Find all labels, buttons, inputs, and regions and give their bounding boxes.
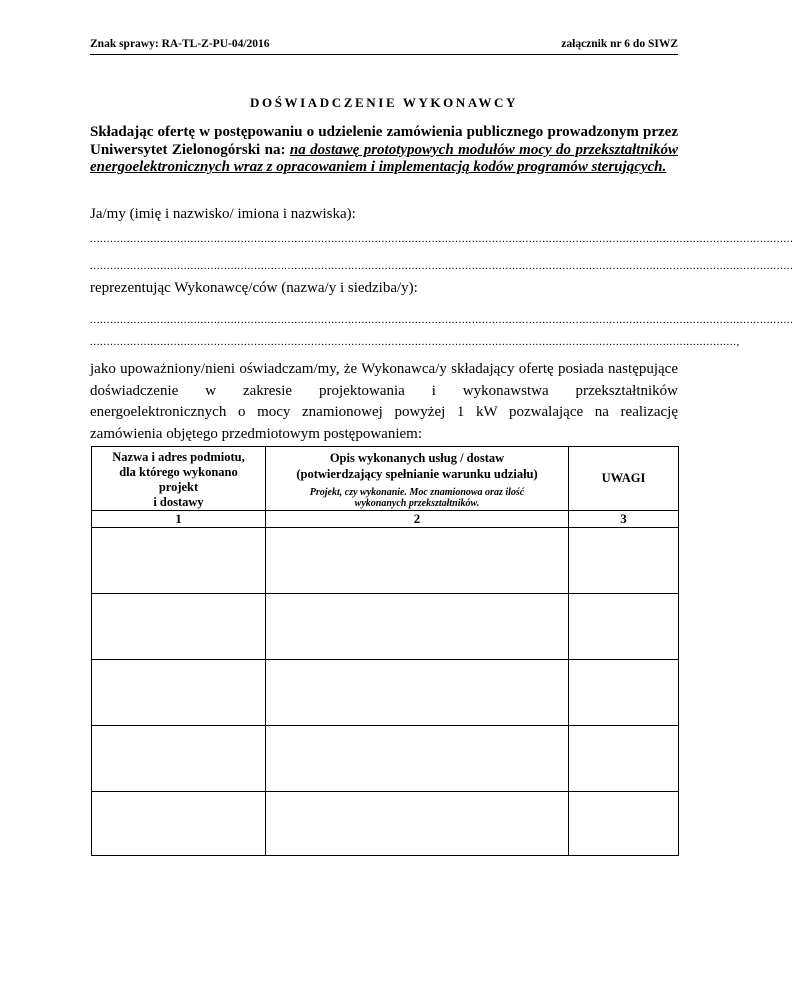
experience-table xyxy=(91,446,679,856)
table-row xyxy=(92,726,679,792)
table-header-row xyxy=(92,447,679,511)
table-cell[interactable] xyxy=(92,792,266,856)
table-cell[interactable] xyxy=(92,726,266,792)
col-number-1: 1 xyxy=(92,511,266,528)
table-cell[interactable] xyxy=(266,528,569,594)
names-line-2[interactable]: .................................................................................................................................................................................................................. xyxy=(90,260,794,272)
col-number-3: 3 xyxy=(569,511,679,528)
col2-note: Projekt, czy wykonanie. Moc znamionowa oraz ilość wykonanych przekształtników. xyxy=(309,487,525,509)
col2-header: Opis wykonanych usług / dostaw (potwierdzający spełnianie warunku udziału) Projekt, czy wykonanie. Moc znamionowa oraz ilość wykonanych przekształtników. xyxy=(266,447,569,511)
table-row xyxy=(92,594,679,660)
table-cell[interactable] xyxy=(569,528,679,594)
table-cell[interactable] xyxy=(266,792,569,856)
col-number-2: 2 xyxy=(266,511,569,528)
table-cell[interactable] xyxy=(92,594,266,660)
representing-line-1[interactable]: .................................................................................................................................................................................................................. xyxy=(90,314,794,326)
table-cell[interactable] xyxy=(569,726,679,792)
table-cell[interactable] xyxy=(266,594,569,660)
table-cell[interactable] xyxy=(569,792,679,856)
table-row xyxy=(92,660,679,726)
table-cell[interactable] xyxy=(569,660,679,726)
experience-statement: jako upoważniony/nieni oświadczam/my, że Wykonawca/y składający ofertę posiada następujące doświadczenie w zakresie projektowania i wykonawstwa przekształtników energoelektronicznych o mocy znamionowej powyżej 1 kW pozwalające na realizację zamówienia objętego przedmiotowym postępowaniem: xyxy=(90,361,678,442)
intro-lead: Składając ofertę w postępowaniu o udzielenie zamówienia publicznego prowadzonym przez Uniwersytet Zielonogórski na: xyxy=(90,124,678,158)
column-number-row xyxy=(92,511,679,528)
attachment-label: załącznik nr 6 do SIWZ xyxy=(561,38,678,50)
names-label: Ja/my (imię i nazwisko/ imiona i nazwiska): xyxy=(90,206,356,222)
page-header xyxy=(90,34,678,55)
table-row xyxy=(92,528,679,594)
table-cell[interactable] xyxy=(569,594,679,660)
intro-subject: na dostawę prototypowych modułów mocy do przekształtników energoelektronicznych wraz z opracowaniem i implementacją kodów programów sterujących. xyxy=(90,141,678,175)
table-row xyxy=(92,792,679,856)
col1-header: Nazwa i adres podmiotu, dla którego wykonano projekt i dostawy xyxy=(92,447,266,511)
col3-header: UWAGI xyxy=(569,447,679,511)
document-title: DOŚWIADCZENIE WYKONAWCY xyxy=(250,95,518,110)
table-cell[interactable] xyxy=(92,660,266,726)
names-line-1[interactable]: .................................................................................................................................................................................................................. xyxy=(90,233,794,245)
representing-label: reprezentując Wykonawcę/ców (nazwa/y i siedziba/y): xyxy=(90,280,418,296)
intro-paragraph xyxy=(90,124,678,177)
table-cell[interactable] xyxy=(266,726,569,792)
case-number: Znak sprawy: RA-TL-Z-PU-04/2016 xyxy=(90,38,270,50)
table-cell[interactable] xyxy=(92,528,266,594)
representing-line-2[interactable]: ................................................................................................................................................................................................., xyxy=(90,336,740,348)
table-cell[interactable] xyxy=(266,660,569,726)
